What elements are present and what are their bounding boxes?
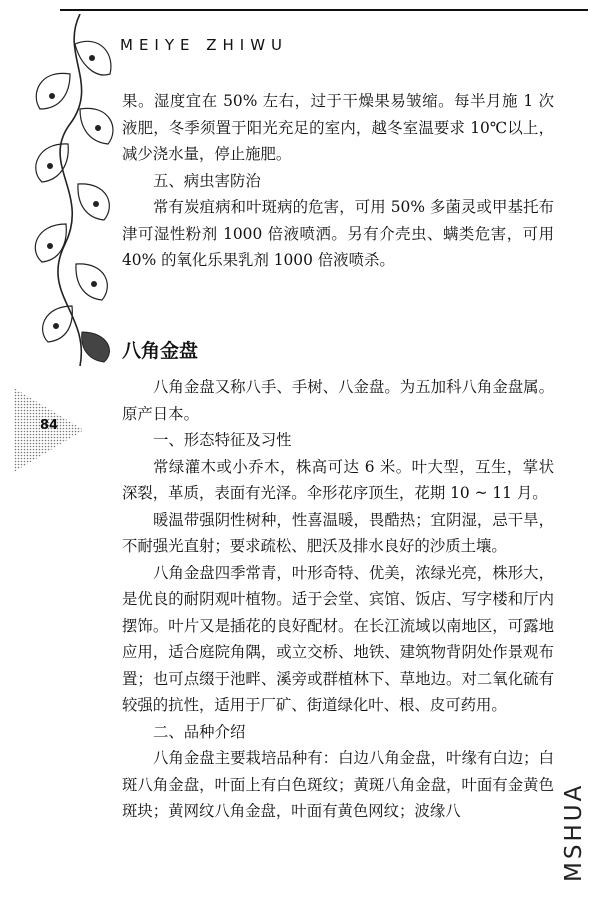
subheading: 二、品种介绍 bbox=[153, 722, 246, 741]
article-title: 八角金盘 bbox=[122, 340, 199, 362]
paragraph: 常绿灌木或小乔木，株高可达 6 米。叶大型，互生，掌状深裂，革质，表面有光泽。伞形花序顶生，花期 10 ~ 11 月。 bbox=[122, 457, 554, 502]
paragraph: 八角金盘四季常青，叶形奇特、优美，浓绿光亮，株形大，是优良的耐阴观叶植物。适于会堂、宾馆、饭店、写字楼和厅内摆饰。叶片又是插花的良好配材。在长江流域以南地区，可露地应用，适合庭院角隅，或立交桥、地铁、建筑物背阴处作景观布置；也可点缀于池畔、溪旁或群植林下、草地边。对二氧化硫有较强的抗性，适用于厂矿、街道绿化叶、根、皮可药用。 bbox=[122, 563, 554, 714]
running-head: MEIYE ZHIWU bbox=[120, 36, 289, 54]
vine-illustration bbox=[20, 14, 130, 366]
paragraph: 常有炭疽病和叶斑病的危害，可用 50% 多菌灵或甲基托布津可湿性粉剂 1000 倍液喷洒。另有介壳虫、螨类危害，可用 40% 的氧化乐果乳剂 1000 倍液喷杀。 bbox=[122, 198, 554, 269]
subheading: 五、病虫害防治 bbox=[153, 171, 261, 190]
article-body bbox=[122, 374, 554, 825]
paragraph: 暖温带强阴性树种，性喜温暖，畏酷热；宜阴湿，忌干旱，不耐强光直射；要求疏松、肥沃及排水良好的沙质土壤。 bbox=[122, 510, 554, 555]
page-number: 84 bbox=[40, 418, 59, 433]
paragraph: 果。湿度宜在 50% 左右，过于干燥果易皱缩。每半月施 1 次液肥，冬季须置于阳光充足的室内，越冬室温要求 10℃以上，减少浇水量，停止施肥。 bbox=[122, 92, 554, 163]
subheading: 一、形态特征及习性 bbox=[153, 431, 292, 449]
top-rule bbox=[60, 9, 588, 11]
paragraph: 八角金盘主要栽培品种有：白边八角金盘，叶缘有白边；白斑八角金盘，叶面上有白色斑纹；黄斑八角金盘，叶面有金黄色斑块；黄网纹八角金盘，叶面有黄色网纹；波缘八 bbox=[122, 749, 554, 820]
previous-section-text bbox=[122, 88, 554, 274]
paragraph: 八角金盘又称八手、手树、八金盘。为五加科八角金盘属。原产日本。 bbox=[122, 378, 554, 423]
watermark: MSHUA bbox=[561, 782, 587, 882]
